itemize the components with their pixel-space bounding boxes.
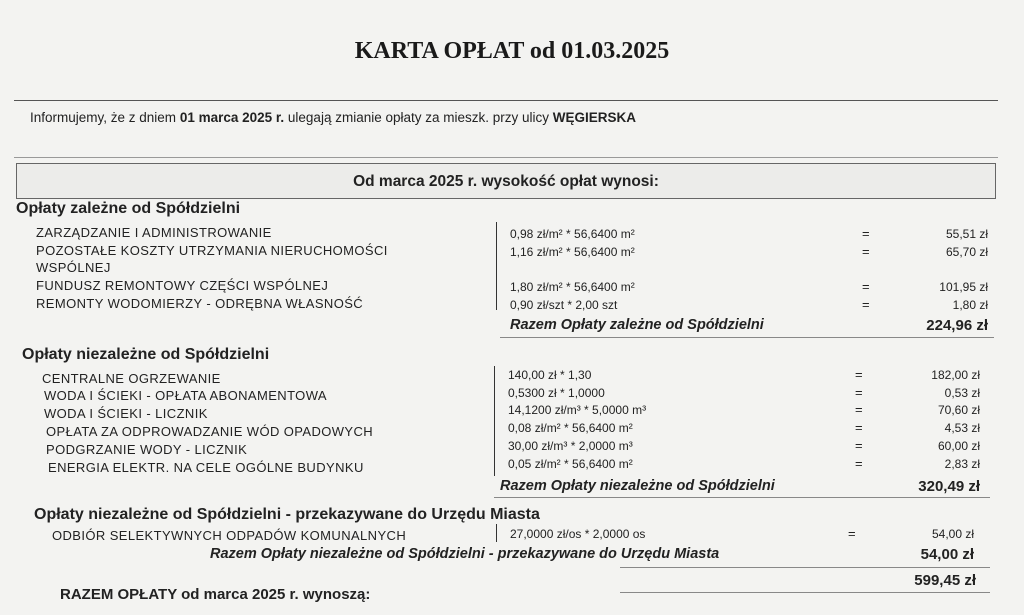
fee-rate: 27,0000 zł/os * 2,0000 os [510, 527, 646, 541]
equals-sign: = [855, 420, 863, 435]
intro-date: 01 marca 2025 r. [179, 110, 285, 125]
intro-text [30, 110, 636, 125]
fee-amount: 4,53 zł [944, 421, 980, 435]
equals-sign: = [862, 279, 870, 294]
equals-sign: = [862, 297, 870, 312]
fee-rate: 140,00 zł * 1,30 [508, 368, 592, 382]
fee-name-continued: WSPÓLNEJ [36, 260, 111, 275]
fee-name: WODA I ŚCIEKI - OPŁATA ABONAMENTOWA [44, 388, 327, 403]
fee-amount: 55,51 zł [945, 227, 988, 241]
equals-sign: = [855, 367, 863, 382]
fee-name: PODGRZANIE WODY - LICZNIK [46, 442, 248, 457]
section-title-independent: Opłaty niezależne od Spółdzielni [22, 346, 270, 363]
fee-rate: 1,16 zł/m² * 56,6400 m² [510, 245, 635, 259]
fee-rate: 0,08 zł/m² * 56,6400 m² [508, 421, 633, 435]
subtotal-label: Razem Opłaty zależne od Spółdzielni [510, 317, 764, 333]
fee-amount: 54,00 zł [931, 527, 974, 541]
fee-amount: 70,60 zł [937, 403, 980, 417]
column-divider [496, 222, 497, 310]
grand-total-label: RAZEM OPŁATY od marca 2025 r. wynoszą: [60, 586, 371, 603]
fee-amount: 182,00 zł [931, 368, 980, 382]
section-title-dependent: Opłaty zależne od Spółdzielni [16, 200, 241, 217]
subtotal-label: Razem Opłaty niezależne od Spółdzielni [500, 478, 775, 494]
equals-sign: = [862, 244, 870, 259]
fee-name: POZOSTAŁE KOSZTY UTRZYMANIA NIERUCHOMOŚCI [36, 243, 388, 258]
equals-sign: = [855, 438, 863, 453]
fee-rate: 0,05 zł/m² * 56,6400 m² [508, 457, 633, 471]
section-title-city: Opłaty niezależne od Spółdzielni - przekazywane do Urzędu Miasta [34, 506, 540, 523]
fee-rate: 0,98 zł/m² * 56,6400 m² [510, 227, 635, 241]
column-divider [496, 524, 497, 542]
fee-name: ZARZĄDZANIE I ADMINISTROWANIE [36, 225, 272, 240]
fee-name: REMONTY WODOMIERZY - ODRĘBNA WŁASNOŚĆ [36, 296, 364, 311]
banner-text: Od marca 2025 r. wysokość opłat wynosi: [353, 173, 659, 190]
title-divider [14, 100, 998, 101]
intro-street: WĘGIERSKA [552, 110, 637, 125]
fee-rate: 0,5300 zł * 1,0000 [508, 386, 605, 400]
fee-rate: 1,80 zł/m² * 56,6400 m² [510, 280, 635, 294]
fee-name: ODBIÓR SELEKTYWNYCH ODPADÓW KOMUNALNYCH [52, 528, 407, 543]
fee-amount: 1,80 zł [952, 298, 988, 312]
equals-sign: = [855, 385, 863, 400]
fee-name: ENERGIA ELEKTR. NA CELE OGÓLNE BUDYNKU [48, 460, 364, 475]
intro-divider [14, 157, 998, 158]
fee-rate: 14,1200 zł/m³ * 5,0000 m³ [508, 403, 647, 417]
equals-sign: = [855, 456, 863, 471]
fee-rate: 30,00 zł/m³ * 2,0000 m³ [508, 439, 633, 453]
subtotal-amount: 224,96 zł [926, 317, 988, 334]
fee-name: FUNDUSZ REMONTOWY CZĘŚCI WSPÓLNEJ [36, 278, 329, 293]
intro-pre: Informujemy, że z dniem [30, 110, 180, 125]
subtotal-divider [620, 567, 990, 568]
fee-name: WODA I ŚCIEKI - LICZNIK [44, 406, 208, 421]
fee-amount: 2,83 zł [944, 457, 980, 471]
fee-rate: 0,90 zł/szt * 2,00 szt [510, 298, 618, 312]
column-divider [494, 366, 495, 476]
subtotal-amount: 320,49 zł [918, 478, 980, 495]
subtotal-label: Razem Opłaty niezależne od Spółdzielni - przekazywane do Urzędu Miasta [210, 546, 720, 562]
fee-name: CENTRALNE OGRZEWANIE [42, 371, 221, 386]
grand-total-divider [620, 592, 990, 593]
equals-sign: = [848, 526, 856, 541]
fee-amount: 101,95 zł [939, 280, 988, 294]
subtotal-amount: 54,00 zł [920, 546, 974, 563]
document-title: KARTA OPŁAT od 01.03.2025 [354, 38, 670, 64]
grand-total-amount: 599,45 zł [914, 572, 976, 589]
fee-amount: 0,53 zł [944, 386, 980, 400]
equals-sign: = [855, 402, 863, 417]
subtotal-divider [494, 497, 990, 498]
fee-name: OPŁATA ZA ODPROWADZANIE WÓD OPADOWYCH [46, 424, 374, 439]
fee-amount: 65,70 zł [945, 245, 988, 259]
equals-sign: = [862, 226, 870, 241]
subtotal-divider [500, 337, 994, 338]
intro-mid: ulegają zmianie opłaty za mieszk. przy ulicy [284, 110, 553, 125]
fee-amount: 60,00 zł [937, 439, 980, 453]
